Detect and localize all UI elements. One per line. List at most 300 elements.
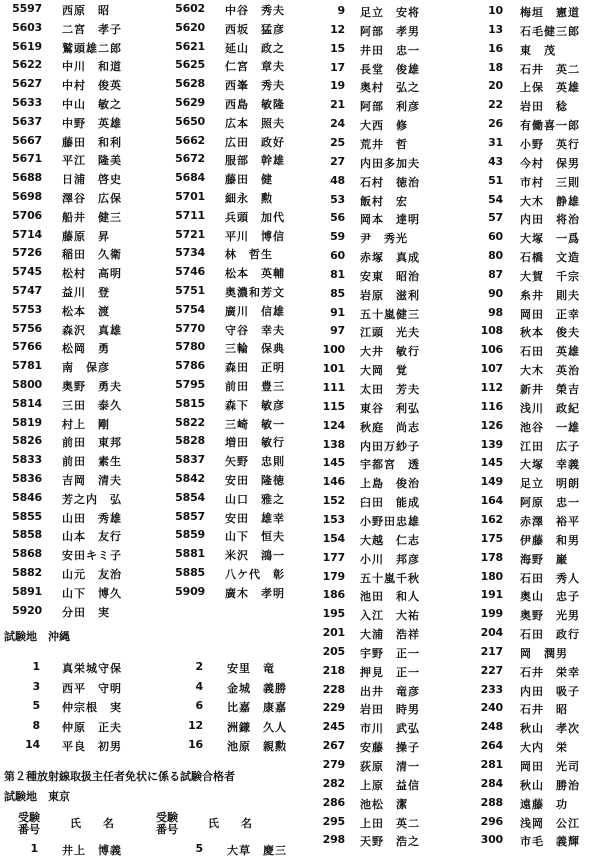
candidate-number: 57	[488, 211, 503, 225]
candidate-name: 三田 泰久	[62, 398, 122, 412]
candidate-number: 5726	[12, 246, 42, 260]
candidate-name: 大内 栄	[520, 741, 568, 755]
candidate-number: 12	[330, 22, 345, 36]
candidate-number: 5671	[12, 152, 42, 166]
candidate-name: 兵頭 加代	[225, 210, 285, 224]
candidate-name: 山下 博久	[62, 586, 122, 600]
section2-heading: 第２種放射線取扱主任者免状に係る試験合格者	[4, 770, 235, 783]
candidate-name: 西平 守明	[62, 681, 122, 695]
candidate-number: 24	[330, 117, 345, 131]
candidate-number: 19	[330, 79, 345, 93]
candidate-name: 石毛健三郎	[520, 24, 580, 38]
candidate-number: 85	[330, 286, 345, 300]
candidate-name: 新井 榮吉	[520, 383, 580, 396]
candidate-number: 59	[330, 230, 345, 244]
candidate-number: 5698	[12, 190, 42, 203]
candidate-name: 平良 初男	[62, 740, 122, 753]
candidate-name: 奥山 忠子	[520, 590, 580, 604]
candidate-name: 内田 将治	[520, 213, 580, 227]
candidate-number: 54	[488, 192, 503, 206]
candidate-number: 5781	[12, 359, 42, 373]
candidate-name: 大浦 浩祥	[360, 628, 420, 642]
candidate-number: 22	[488, 98, 503, 112]
candidate-name: 赤澤 裕平	[520, 514, 580, 528]
candidate-number: 298	[322, 833, 345, 847]
candidate-number: 16	[188, 738, 203, 751]
candidate-number: 48	[330, 173, 345, 187]
candidate-name: 五十嵐健三	[360, 307, 420, 321]
candidate-name: 服部 幹雄	[225, 154, 285, 168]
candidate-number: 5711	[175, 208, 205, 222]
candidate-number: 21	[330, 98, 345, 112]
candidate-number: 5800	[12, 378, 42, 391]
candidate-number: 91	[330, 305, 345, 319]
candidate-name: 阿部 利彦	[360, 100, 420, 114]
candidate-number: 87	[488, 267, 503, 281]
result-row	[455, 833, 600, 855]
candidate-number: 5684	[175, 171, 205, 185]
candidate-number: 9	[337, 4, 345, 17]
candidate-name: 八ケ代 彰	[225, 568, 285, 581]
candidate-number: 97	[330, 324, 345, 338]
candidate-number: 25	[330, 135, 345, 149]
candidate-name: 足立 安将	[360, 6, 420, 19]
candidate-number: 8	[32, 718, 40, 732]
candidate-name: 池田 和人	[360, 590, 420, 604]
candidate-name: 内田 吸子	[520, 684, 580, 698]
candidate-number: 112	[480, 381, 503, 394]
candidate-number: 5770	[175, 321, 205, 335]
candidate-name: 松本 英輔	[225, 267, 285, 281]
candidate-number: 5672	[175, 152, 205, 166]
candidate-number: 5	[195, 842, 203, 855]
candidate-number: 5815	[175, 396, 205, 410]
candidate-name: 赤塚 真成	[360, 251, 420, 265]
candidate-name: 荻原 清一	[360, 760, 420, 773]
candidate-name: 伊藤 和男	[520, 533, 580, 547]
candidate-number: 145	[480, 456, 503, 470]
tokyo-location-label: 試験地 東京	[4, 790, 70, 803]
candidate-name: 大井 敏行	[360, 345, 420, 359]
candidate-name: 藤田 和利	[62, 135, 122, 149]
candidate-number: 80	[488, 249, 503, 263]
candidate-name: 岩原 滋利	[360, 288, 420, 302]
candidate-number: 60	[330, 249, 345, 263]
candidate-number: 179	[322, 569, 345, 583]
candidate-name: 五十嵐千秋	[360, 571, 420, 585]
candidate-number: 3	[32, 679, 40, 693]
candidate-number: 152	[322, 494, 345, 508]
candidate-name: 中野 英雄	[62, 116, 122, 130]
candidate-name: 飯村 宏	[360, 194, 408, 208]
candidate-number: 5837	[175, 453, 205, 467]
candidate-name: 山田 秀雄	[62, 511, 122, 525]
candidate-name: 西坂 猛彦	[225, 22, 285, 36]
candidate-number: 5629	[175, 96, 205, 109]
candidate-number: 90	[488, 286, 503, 300]
candidate-number: 18	[488, 60, 503, 74]
candidate-name: 市毛 義輝	[520, 835, 580, 849]
candidate-name: 井上 博義	[62, 844, 122, 857]
candidate-name: 広本 照夫	[225, 116, 285, 130]
candidate-number: 26	[488, 117, 503, 131]
candidate-number: 116	[480, 399, 503, 413]
candidate-number: 139	[480, 437, 503, 451]
candidate-name: 林 哲生	[225, 248, 273, 262]
candidate-number: 111	[322, 381, 345, 394]
candidate-number: 5857	[175, 509, 205, 523]
candidate-number: 164	[480, 494, 503, 508]
candidate-name: 奥村 弘之	[360, 81, 420, 95]
candidate-number: 12	[188, 718, 203, 732]
column-header-name-2: 氏 名	[208, 817, 252, 830]
candidate-name: 安田キミ子	[62, 549, 122, 563]
candidate-name: 森下 敏彦	[225, 398, 285, 412]
candidate-name: 天野 浩之	[360, 835, 420, 849]
candidate-number: 204	[480, 626, 503, 640]
candidate-name: 小川 邦彦	[360, 552, 420, 566]
candidate-name: 江頭 光夫	[360, 326, 420, 340]
candidate-number: 227	[480, 663, 503, 677]
candidate-name: 内田万紗子	[360, 439, 420, 453]
candidate-number: 51	[488, 173, 503, 187]
column-header-number-2-text: 受験 番号	[156, 811, 178, 836]
candidate-name: 秋山 孝次	[520, 722, 580, 736]
candidate-name: 奥野 光男	[520, 609, 580, 623]
candidate-number: 217	[480, 644, 503, 658]
candidate-number: 5637	[12, 114, 42, 128]
candidate-name: 三輪 保典	[225, 342, 285, 356]
candidate-name: 平川 博信	[225, 229, 285, 243]
candidate-name: 廣木 孝明	[225, 586, 285, 600]
candidate-name: 石田 政行	[520, 628, 580, 642]
candidate-number: 178	[480, 550, 503, 564]
candidate-name: 平江 隆美	[62, 154, 122, 168]
candidate-number: 5754	[175, 302, 205, 316]
candidate-number: 5836	[12, 472, 42, 485]
candidate-name: 阿原 忠一	[520, 496, 580, 510]
candidate-name: 臼田 能成	[360, 496, 420, 510]
candidate-number: 177	[322, 550, 345, 564]
candidate-name: 山下 恒夫	[225, 530, 285, 544]
candidate-number: 98	[488, 305, 503, 319]
candidate-number: 228	[322, 682, 345, 696]
candidate-name: 岡田 正幸	[520, 307, 580, 321]
candidate-name: 山本 友行	[62, 530, 122, 544]
candidate-number: 5602	[175, 2, 205, 15]
candidate-name: 仲宗根 実	[62, 701, 122, 714]
candidate-name: 南 保彦	[62, 361, 110, 375]
candidate-number: 300	[480, 833, 503, 847]
candidate-name: 細永 勲	[225, 192, 273, 205]
candidate-name: 海野 巌	[520, 552, 568, 566]
candidate-name: 大賀 千宗	[520, 269, 580, 283]
candidate-number: 286	[322, 795, 345, 809]
candidate-name: 宇野 正一	[360, 646, 420, 660]
candidate-number: 264	[480, 739, 503, 753]
candidate-name: 足立 明朗	[520, 477, 580, 491]
candidate-number: 6	[195, 699, 203, 712]
candidate-name: 大草 慶三	[227, 844, 287, 857]
candidate-name: 岡本 達明	[360, 213, 420, 227]
candidate-number: 5628	[175, 77, 205, 91]
candidate-number: 5721	[175, 227, 205, 241]
candidate-name: 守谷 幸夫	[225, 323, 285, 337]
candidate-number: 5833	[12, 453, 42, 467]
candidate-number: 5858	[12, 528, 42, 542]
candidate-number: 5746	[175, 265, 205, 279]
candidate-number: 5881	[175, 547, 205, 561]
candidate-number: 5688	[12, 171, 42, 185]
candidate-name: 吉岡 清夫	[62, 474, 122, 487]
candidate-number: 5859	[175, 528, 205, 542]
candidate-number: 5868	[12, 547, 42, 561]
candidate-name: 中川 和道	[62, 60, 122, 74]
candidate-name: 上原 益信	[360, 778, 420, 792]
candidate-number: 5745	[12, 265, 42, 279]
candidate-number: 5701	[175, 190, 205, 203]
candidate-number: 267	[322, 739, 345, 753]
candidate-number: 5882	[12, 566, 42, 579]
candidate-name: 西峯 秀夫	[225, 79, 285, 93]
candidate-number: 5855	[12, 509, 42, 523]
candidate-number: 13	[488, 22, 503, 36]
candidate-number: 5819	[12, 415, 42, 429]
candidate-number: 5667	[12, 133, 42, 147]
result-row	[155, 585, 305, 607]
candidate-number: 229	[322, 701, 345, 715]
candidate-name: 秋庭 尚志	[360, 420, 420, 434]
candidate-name: 金城 義勝	[227, 681, 287, 695]
candidate-name: 上保 英雄	[520, 81, 580, 95]
candidate-number: 5597	[12, 2, 42, 15]
candidate-number: 5842	[175, 472, 205, 485]
candidate-number: 195	[322, 607, 345, 621]
candidate-name: 池松 潔	[360, 797, 408, 811]
candidate-number: 5650	[175, 114, 205, 128]
candidate-name: 中山 敏之	[62, 98, 122, 111]
candidate-name: 大木 静雄	[520, 194, 580, 208]
candidate-name: 大岡 覚	[360, 364, 408, 378]
candidate-name: 日浦 啓史	[62, 173, 122, 187]
candidate-number: 5756	[12, 321, 42, 335]
candidate-name: 矢野 忠則	[225, 455, 285, 469]
candidate-name: 石村 徳治	[360, 175, 420, 189]
candidate-number: 5	[32, 699, 40, 712]
candidate-number: 5826	[12, 434, 42, 448]
candidate-name: 梅垣 憲道	[520, 6, 580, 19]
candidate-number: 245	[322, 720, 345, 734]
candidate-name: 延山 政之	[225, 41, 285, 55]
candidate-name: 秋本 俊夫	[520, 326, 580, 340]
candidate-number: 284	[480, 776, 503, 790]
candidate-name: 押見 正一	[360, 665, 420, 679]
candidate-number: 191	[480, 588, 503, 602]
candidate-name: 石田 秀人	[520, 571, 580, 585]
candidate-number: 5846	[12, 490, 42, 504]
result-row	[155, 738, 305, 760]
candidate-number: 5621	[175, 39, 205, 53]
candidate-number: 180	[480, 569, 503, 583]
candidate-number: 17	[330, 60, 345, 74]
candidate-name: 市川 武弘	[360, 722, 420, 736]
candidate-name: 前田 東邦	[62, 436, 122, 450]
candidate-number: 31	[488, 135, 503, 149]
candidate-number: 106	[480, 343, 503, 357]
candidate-name: 大越 仁志	[360, 533, 420, 547]
candidate-name: 長堂 俊雄	[360, 62, 420, 76]
candidate-number: 20	[488, 79, 503, 93]
candidate-name: 荒井 哲	[360, 137, 408, 151]
candidate-name: 岩田 時男	[360, 703, 420, 717]
candidate-name: 廣川 信雄	[225, 304, 285, 318]
candidate-number: 5909	[175, 584, 205, 598]
candidate-name: 分田 実	[62, 605, 110, 619]
candidate-name: 西原 昭	[62, 4, 110, 17]
candidate-number: 10	[488, 4, 503, 17]
candidate-name: 村上 剛	[62, 417, 110, 431]
candidate-number: 5828	[175, 434, 205, 448]
candidate-name: 大木 英治	[520, 364, 580, 378]
candidate-name: 石田 英雄	[520, 345, 580, 359]
candidate-name: 阿部 孝男	[360, 24, 420, 38]
result-row	[300, 833, 455, 855]
candidate-name: 出井 竜彦	[360, 684, 420, 698]
candidate-number: 248	[480, 720, 503, 734]
candidate-name: 石井 栄幸	[520, 665, 580, 679]
candidate-number: 5854	[175, 490, 205, 504]
candidate-name: 三崎 敏一	[225, 417, 285, 431]
candidate-number: 186	[322, 588, 345, 602]
candidate-name: 船井 健三	[62, 210, 122, 224]
result-row	[0, 604, 140, 626]
candidate-name: 東 茂	[520, 43, 556, 57]
candidate-number: 5619	[12, 39, 42, 53]
candidate-number: 138	[322, 437, 345, 451]
candidate-number: 154	[322, 531, 345, 545]
candidate-name: 松岡 勇	[62, 342, 110, 356]
candidate-number: 5822	[175, 415, 205, 429]
candidate-name: 秋山 勝治	[520, 778, 580, 792]
candidate-number: 1	[30, 842, 38, 855]
candidate-name: 二宮 孝子	[62, 22, 122, 36]
candidate-number: 282	[322, 776, 345, 790]
candidate-number: 5795	[175, 378, 205, 391]
candidate-number: 5603	[12, 20, 42, 34]
candidate-name: 中村 俊英	[62, 79, 122, 93]
candidate-name: 太田 芳夫	[360, 383, 420, 396]
candidate-number: 15	[330, 41, 345, 55]
candidate-number: 295	[322, 814, 345, 828]
candidate-number: 43	[488, 154, 503, 168]
candidate-name: 安東 昭治	[360, 269, 420, 283]
candidate-number: 199	[480, 607, 503, 621]
candidate-number: 5734	[175, 246, 205, 260]
candidate-name: 上田 英二	[360, 816, 420, 830]
candidate-number: 5620	[175, 20, 205, 34]
candidate-name: 鷲頭雄二郎	[62, 41, 122, 55]
candidate-name: 小野田忠雄	[360, 514, 420, 528]
candidate-number: 5625	[175, 58, 205, 72]
candidate-number: 60	[488, 230, 503, 244]
candidate-number: 5780	[175, 340, 205, 354]
candidate-name: 藤田 健	[225, 173, 273, 187]
candidate-number: 5706	[12, 208, 42, 222]
candidate-number: 201	[322, 626, 345, 640]
candidate-number: 1	[32, 660, 40, 673]
candidate-name: 上島 俊治	[360, 477, 420, 491]
candidate-number: 4	[195, 679, 203, 693]
candidate-name: 有働喜一郎	[520, 119, 580, 133]
candidate-number: 5753	[12, 302, 42, 316]
candidate-number: 100	[322, 343, 345, 357]
candidate-number: 5766	[12, 340, 42, 354]
candidate-number: 240	[480, 701, 503, 715]
candidate-number: 16	[488, 41, 503, 55]
candidate-name: 糸井 則夫	[520, 288, 580, 302]
candidate-number: 108	[480, 324, 503, 338]
candidate-name: 石井 昭	[520, 703, 568, 717]
column-header-number	[14, 812, 44, 836]
candidate-name: 森田 正明	[225, 361, 285, 375]
candidate-number: 124	[322, 418, 345, 432]
candidate-name: 安田 雄幸	[225, 511, 285, 525]
candidate-name: 安里 竜	[227, 662, 275, 675]
candidate-name: 前田 素生	[62, 455, 122, 469]
candidate-name: 池原 親勲	[227, 740, 287, 753]
candidate-number: 5714	[12, 227, 42, 241]
candidate-name: 浅岡 公江	[520, 816, 580, 830]
candidate-name: 前田 豊三	[225, 380, 285, 393]
column-header-name: 氏 名	[70, 817, 114, 830]
candidate-name: 石橋 文造	[520, 251, 580, 265]
candidate-number: 162	[480, 512, 503, 526]
candidate-name: 小野 英行	[520, 137, 580, 151]
candidate-name: 岡田 光司	[520, 760, 580, 773]
candidate-name: 仁宮 章夫	[225, 60, 285, 74]
candidate-number: 153	[322, 512, 345, 526]
column-header-number-text: 受験 番号	[18, 811, 40, 836]
candidate-name: 奥濃和芳文	[225, 286, 285, 299]
candidate-name: 澤谷 広保	[62, 192, 122, 205]
candidate-name: 大西 修	[360, 119, 408, 133]
candidate-number: 175	[480, 531, 503, 545]
candidate-number: 5891	[12, 584, 42, 598]
candidate-name: 真栄城守保	[62, 662, 122, 675]
candidate-number: 5786	[175, 359, 205, 373]
candidate-name: 山口 雅之	[225, 492, 285, 506]
candidate-name: 大塚 幸義	[520, 458, 580, 472]
candidate-name: 入江 大祐	[360, 609, 420, 623]
candidate-number: 115	[322, 399, 345, 413]
candidate-number: 126	[480, 418, 503, 432]
candidate-number: 145	[322, 456, 345, 470]
candidate-name: 岡 潤男	[520, 646, 568, 660]
candidate-number: 205	[322, 644, 345, 658]
candidate-name: 浅川 政紀	[520, 401, 580, 415]
candidate-number: 101	[322, 362, 345, 376]
column-header-number-2	[152, 812, 182, 836]
candidate-name: 米沢 鴻一	[225, 549, 285, 563]
candidate-number: 279	[322, 758, 345, 771]
candidate-name: 安田 隆徳	[225, 474, 285, 487]
candidate-name: 奥野 勇夫	[62, 380, 122, 393]
candidate-number: 2	[195, 660, 203, 673]
candidate-name: 仲原 正夫	[62, 720, 122, 734]
result-row	[0, 738, 150, 760]
candidate-name: 内田多加夫	[360, 156, 420, 170]
candidate-name: 遠藤 功	[520, 797, 568, 811]
